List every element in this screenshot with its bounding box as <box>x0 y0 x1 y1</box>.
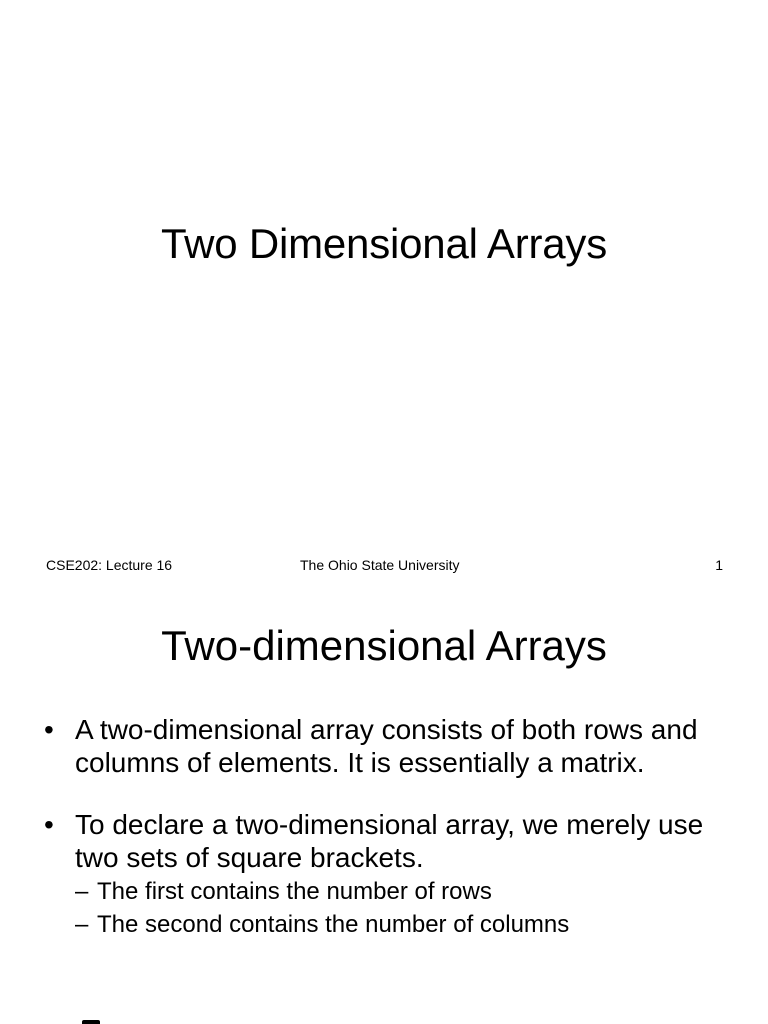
bullet-marker: • <box>44 714 54 745</box>
footer-university-label: The Ohio State University <box>300 557 460 573</box>
sub-bullet-list <box>75 875 744 941</box>
bullet-text: To declare a two-dimensional array, we merely use two sets of square brackets. <box>75 809 704 873</box>
slide-2 <box>0 590 768 1024</box>
sub-bullet-item <box>75 875 744 908</box>
bullet-text: A two-dimensional array consists of both rows and columns of elements. It is essentially a matrix. <box>75 714 698 778</box>
sub-bullet-text: The second contains the number of columns <box>97 911 570 938</box>
slide-title: Two-dimensional Arrays <box>161 622 607 669</box>
bullet-item <box>44 808 744 941</box>
dash-marker: – <box>75 878 89 905</box>
bullet-marker: • <box>44 809 54 840</box>
sub-bullet-text: The first contains the number of rows <box>97 878 492 905</box>
cutoff-bullet-fragment <box>82 1020 100 1024</box>
sub-bullet-item <box>75 908 744 941</box>
footer-page-number: 1 <box>715 557 723 573</box>
bullet-item <box>44 713 744 779</box>
slide-title: Two Dimensional Arrays <box>160 220 608 267</box>
bullet-list <box>44 713 744 970</box>
footer-course-label: CSE202: Lecture 16 <box>46 557 173 573</box>
dash-marker: – <box>75 911 89 938</box>
